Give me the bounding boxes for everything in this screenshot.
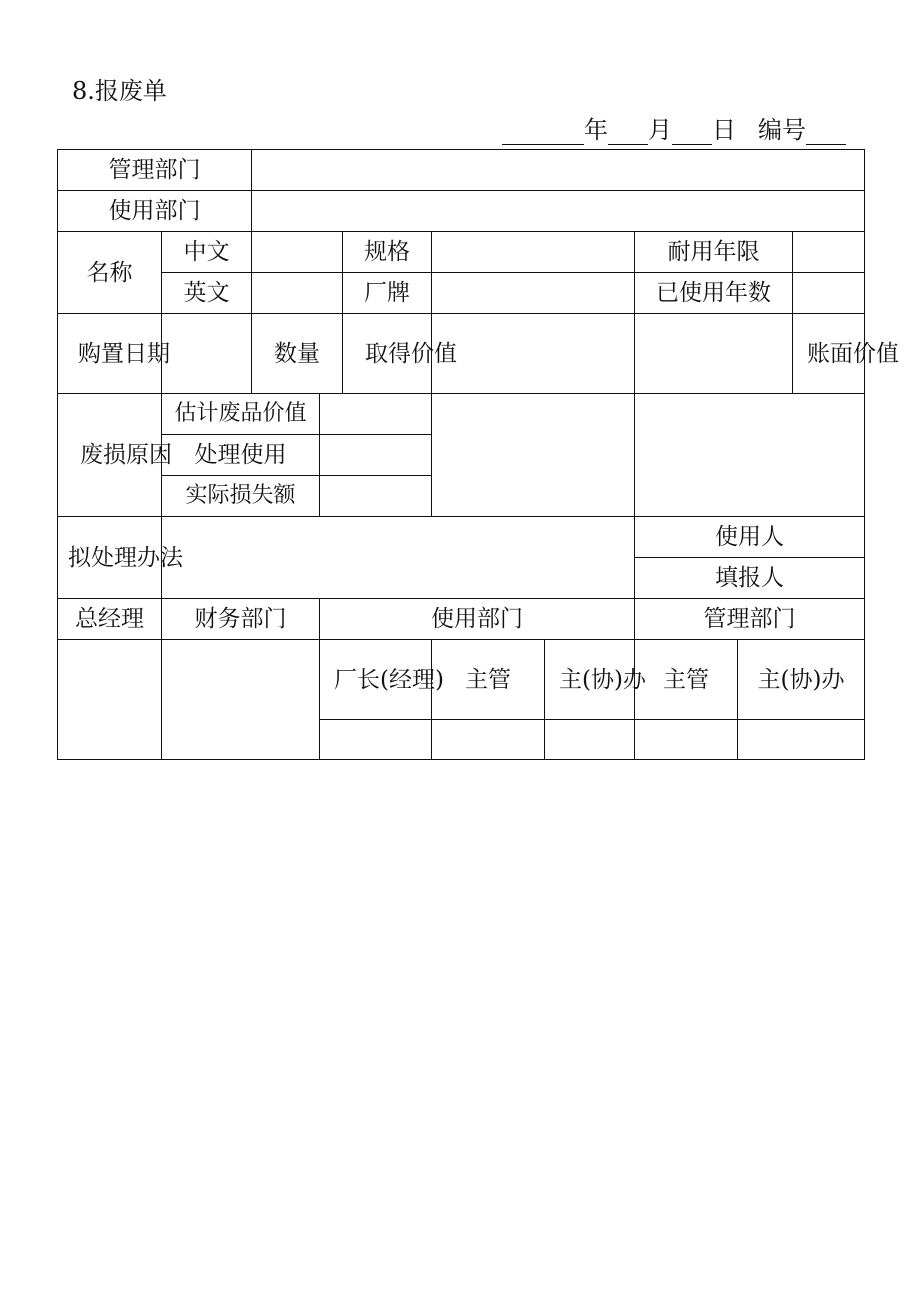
management-dept-field[interactable] <box>252 150 865 191</box>
filler-label: 填报人 <box>635 558 865 599</box>
using-dept-field[interactable] <box>252 191 865 232</box>
brand-label: 厂牌 <box>343 273 432 314</box>
acquire-value-label: 取得价值 <box>343 314 432 394</box>
damage-mid-field[interactable] <box>432 394 635 517</box>
serial-blank[interactable] <box>806 120 846 145</box>
finance-label: 财务部门 <box>162 599 320 640</box>
approval-management-dept-label: 管理部门 <box>635 599 865 640</box>
chinese-field[interactable] <box>252 232 343 273</box>
damage-right-field[interactable] <box>635 394 865 517</box>
spec-field[interactable] <box>432 232 635 273</box>
chinese-label: 中文 <box>162 232 252 273</box>
english-field[interactable] <box>252 273 343 314</box>
handling-use-field[interactable] <box>320 435 432 476</box>
year-blank[interactable] <box>502 120 584 145</box>
serial-label: 编号 <box>758 116 806 144</box>
name-row-english <box>58 273 865 314</box>
actual-loss-label: 实际损失额 <box>162 476 320 517</box>
purchase-row-1 <box>58 314 865 354</box>
factory-head-label: 厂长(经理) <box>320 640 432 720</box>
finance-sign-field[interactable] <box>162 640 320 760</box>
approval-roles-row-1 <box>58 640 865 680</box>
name-row-chinese <box>58 232 865 273</box>
actual-loss-field[interactable] <box>320 476 432 517</box>
brand-field[interactable] <box>432 273 635 314</box>
month-blank[interactable] <box>608 120 648 145</box>
name-label: 名称 <box>58 232 162 314</box>
approval-using-dept-label: 使用部门 <box>320 599 635 640</box>
purchase-date-label: 购置日期 <box>58 314 162 394</box>
factory-head-sign-field[interactable] <box>320 720 432 760</box>
management-dept-row <box>58 150 865 191</box>
quantity-label: 数量 <box>252 314 343 394</box>
used-years-label: 已使用年数 <box>635 273 793 314</box>
day-label: 日 <box>712 116 736 144</box>
gm-label: 总经理 <box>58 599 162 640</box>
date-serial-line <box>502 115 846 145</box>
scrap-form-table <box>57 149 899 760</box>
mgmt-supervisor-label: 主管 <box>635 640 738 720</box>
supervisor-label: 主管 <box>432 640 545 720</box>
used-years-field[interactable] <box>793 273 865 314</box>
purchase-date-field[interactable] <box>162 314 252 394</box>
co-handler-label: 主(协)办 <box>545 640 635 720</box>
damage-row-1 <box>58 394 865 435</box>
method-row-1 <box>58 517 865 558</box>
management-dept-label: 管理部门 <box>58 150 252 191</box>
book-value-field[interactable] <box>635 314 793 394</box>
proposed-method-label: 拟处理办法 <box>58 517 162 599</box>
mgmt-supervisor-sign-field[interactable] <box>635 720 738 760</box>
book-value-label: 账面价值 <box>793 314 865 394</box>
acquire-value-field[interactable] <box>432 314 635 394</box>
supervisor-sign-field[interactable] <box>432 720 545 760</box>
document-title: 8.报废单 <box>72 77 167 105</box>
month-label: 月 <box>648 116 672 144</box>
co-handler-sign-field[interactable] <box>545 720 635 760</box>
est-scrap-value-label: 估计废品价值 <box>162 394 320 435</box>
using-dept-row <box>58 191 865 232</box>
mgmt-co-handler-label: 主(协)办 <box>738 640 865 720</box>
durable-years-label: 耐用年限 <box>635 232 793 273</box>
english-label: 英文 <box>162 273 252 314</box>
damage-reason-label: 废损原因 <box>58 394 162 517</box>
using-dept-label: 使用部门 <box>58 191 252 232</box>
gm-sign-field[interactable] <box>58 640 162 760</box>
year-label: 年 <box>584 116 608 144</box>
mgmt-co-handler-sign-field[interactable] <box>738 720 865 760</box>
approval-header-row <box>58 599 865 640</box>
handling-use-label: 处理使用 <box>162 435 320 476</box>
proposed-method-field[interactable] <box>162 517 635 599</box>
day-blank[interactable] <box>672 120 712 145</box>
est-scrap-value-field[interactable] <box>320 394 432 435</box>
user-label: 使用人 <box>635 517 865 558</box>
spec-label: 规格 <box>343 232 432 273</box>
durable-years-field[interactable] <box>793 232 865 273</box>
